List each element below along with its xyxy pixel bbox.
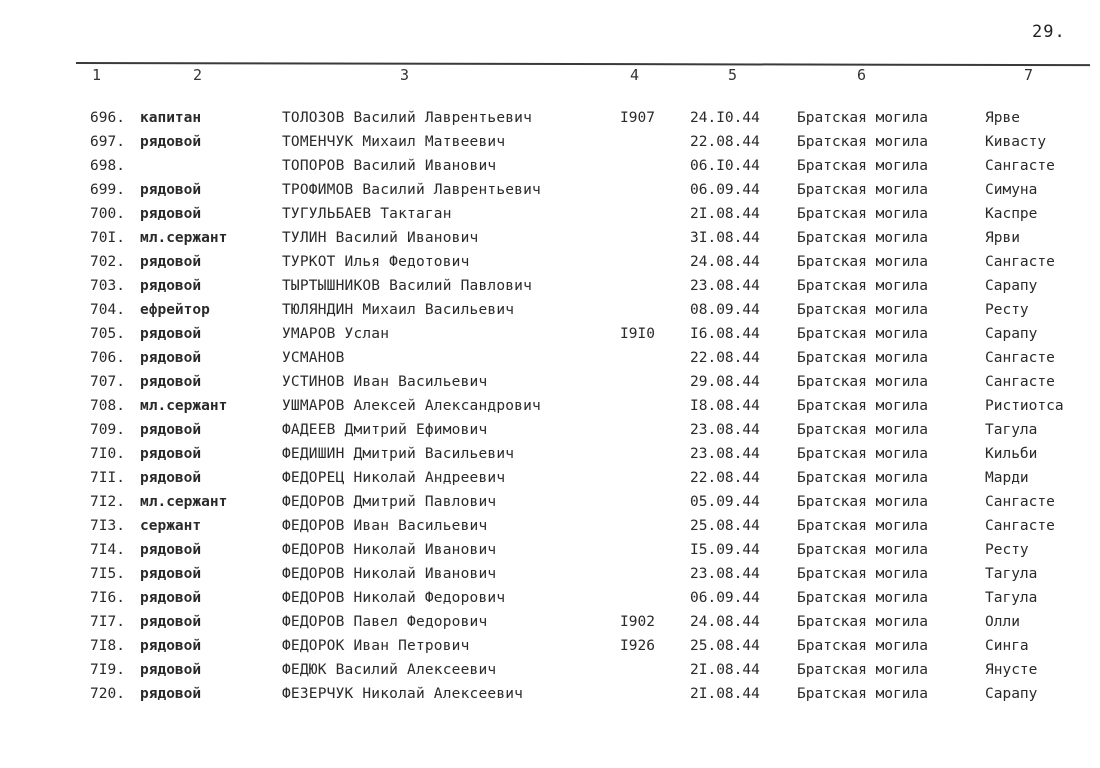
table-row — [0, 158, 1100, 182]
column-header-3: 3 — [400, 66, 410, 84]
row-name: ТУГУЛЬБАЕВ Тактаган — [282, 206, 452, 222]
row-date: 22.08.44 — [690, 470, 760, 486]
row-number: 720. — [90, 686, 125, 702]
row-rank: рядовой — [140, 470, 202, 486]
table-row — [0, 350, 1100, 374]
row-rank: мл.сержант — [140, 398, 228, 414]
row-burial-place: Братская могила — [797, 662, 928, 678]
row-name: ФЕДОРОВ Дмитрий Павлович — [282, 494, 497, 510]
row-rank: рядовой — [140, 254, 202, 270]
row-number: 7I3. — [90, 518, 125, 534]
row-village: Сангасте — [985, 518, 1055, 534]
row-name: ТОЛОЗОВ Василий Лаврентьевич — [282, 110, 533, 126]
table-row — [0, 374, 1100, 398]
row-village: Кивасту — [985, 134, 1047, 150]
table-row — [0, 518, 1100, 542]
row-name: УМАРОВ Услан — [282, 326, 390, 342]
row-name: ФАДЕЕВ Дмитрий Ефимович — [282, 422, 488, 438]
row-village: Синга — [985, 638, 1029, 654]
row-rank: рядовой — [140, 182, 202, 198]
row-rank: рядовой — [140, 686, 202, 702]
row-birth-year: I926 — [620, 638, 655, 654]
row-name: ФЕДОРОВ Иван Васильевич — [282, 518, 488, 534]
row-burial-place: Братская могила — [797, 134, 928, 150]
row-number: 703. — [90, 278, 125, 294]
row-number: 699. — [90, 182, 125, 198]
table-row — [0, 446, 1100, 470]
row-burial-place: Братская могила — [797, 590, 928, 606]
row-name: ТЮЛЯНДИН Михаил Васильевич — [282, 302, 515, 318]
row-burial-place: Братская могила — [797, 182, 928, 198]
row-burial-place: Братская могила — [797, 446, 928, 462]
row-village: Тагула — [985, 590, 1038, 606]
row-name: ТУЛИН Василий Иванович — [282, 230, 479, 246]
page-number: 29. — [1032, 22, 1066, 42]
row-village: Симуна — [985, 182, 1038, 198]
table-row — [0, 494, 1100, 518]
row-number: 702. — [90, 254, 125, 270]
row-number: 7I6. — [90, 590, 125, 606]
row-number: 7I2. — [90, 494, 125, 510]
row-name: ФЕДОРОВ Павел Федорович — [282, 614, 488, 630]
table-row — [0, 134, 1100, 158]
row-village: Сангасте — [985, 254, 1055, 270]
row-burial-place: Братская могила — [797, 638, 928, 654]
row-name: ФЕДОРЕЦ Николай Андреевич — [282, 470, 506, 486]
row-date: 23.08.44 — [690, 278, 760, 294]
column-header-5: 5 — [728, 66, 738, 84]
row-date: 06.09.44 — [690, 182, 760, 198]
row-date: 23.08.44 — [690, 566, 760, 582]
row-date: I8.08.44 — [690, 398, 760, 414]
row-date: 24.08.44 — [690, 614, 760, 630]
row-rank: рядовой — [140, 350, 202, 366]
row-date: 22.08.44 — [690, 134, 760, 150]
row-date: 22.08.44 — [690, 350, 760, 366]
row-village: Марди — [985, 470, 1029, 486]
row-village: Сарапу — [985, 278, 1038, 294]
row-burial-place: Братская могила — [797, 542, 928, 558]
table-row — [0, 254, 1100, 278]
row-rank: рядовой — [140, 422, 202, 438]
row-name: ФЕДИШИН Дмитрий Васильевич — [282, 446, 515, 462]
table-row — [0, 206, 1100, 230]
row-number: 7I4. — [90, 542, 125, 558]
row-number: 697. — [90, 134, 125, 150]
row-burial-place: Братская могила — [797, 230, 928, 246]
row-number: 700. — [90, 206, 125, 222]
row-rank: рядовой — [140, 614, 202, 630]
row-name: ФЕДЮК Василий Алексеевич — [282, 662, 497, 678]
row-village: Ристиотса — [985, 398, 1064, 414]
row-burial-place: Братская могила — [797, 326, 928, 342]
row-birth-year: I907 — [620, 110, 655, 126]
row-village: Сарапу — [985, 686, 1038, 702]
row-number: 698. — [90, 158, 125, 174]
column-header-7: 7 — [1024, 66, 1034, 84]
row-name: ТОМЕНЧУК Михаил Матвеевич — [282, 134, 506, 150]
row-date: 29.08.44 — [690, 374, 760, 390]
column-header-6: 6 — [857, 66, 867, 84]
row-village: Олли — [985, 614, 1020, 630]
row-village: Ресту — [985, 302, 1029, 318]
row-burial-place: Братская могила — [797, 110, 928, 126]
row-name: ТУРКОТ Илья Федотович — [282, 254, 470, 270]
column-header-4: 4 — [630, 66, 640, 84]
row-burial-place: Братская могила — [797, 158, 928, 174]
table-row — [0, 566, 1100, 590]
row-village: Каспре — [985, 206, 1038, 222]
row-date: 05.09.44 — [690, 494, 760, 510]
row-rank: рядовой — [140, 134, 202, 150]
row-date: 23.08.44 — [690, 422, 760, 438]
column-header-1: 1 — [92, 66, 102, 84]
row-rank: мл.сержант — [140, 230, 228, 246]
table-row — [0, 398, 1100, 422]
row-burial-place: Братская могила — [797, 518, 928, 534]
row-name: ТОПОРОВ Василий Иванович — [282, 158, 497, 174]
row-burial-place: Братская могила — [797, 494, 928, 510]
row-rank: рядовой — [140, 374, 202, 390]
row-name: ФЕДОРОВ Николай Иванович — [282, 542, 497, 558]
row-burial-place: Братская могила — [797, 206, 928, 222]
row-village: Ярве — [985, 110, 1020, 126]
row-date: 25.08.44 — [690, 518, 760, 534]
row-burial-place: Братская могила — [797, 374, 928, 390]
row-village: Сангасте — [985, 374, 1055, 390]
row-date: 23.08.44 — [690, 446, 760, 462]
row-number: 7II. — [90, 470, 125, 486]
column-header-row — [0, 66, 1100, 88]
row-burial-place: Братская могила — [797, 278, 928, 294]
row-rank: сержант — [140, 518, 202, 534]
table-row — [0, 182, 1100, 206]
row-date: 2I.08.44 — [690, 662, 760, 678]
table-row — [0, 470, 1100, 494]
row-birth-year: I9I0 — [620, 326, 655, 342]
row-burial-place: Братская могила — [797, 422, 928, 438]
row-date: 06.I0.44 — [690, 158, 760, 174]
row-village: Кильби — [985, 446, 1038, 462]
row-date: I6.08.44 — [690, 326, 760, 342]
row-number: 70I. — [90, 230, 125, 246]
row-rank: рядовой — [140, 326, 202, 342]
table-row — [0, 278, 1100, 302]
row-village: Сангасте — [985, 158, 1055, 174]
row-number: 7I5. — [90, 566, 125, 582]
row-number: 7I7. — [90, 614, 125, 630]
row-burial-place: Братская могила — [797, 254, 928, 270]
row-rank: рядовой — [140, 206, 202, 222]
row-name: ФЕЗЕРЧУК Николай Алексеевич — [282, 686, 524, 702]
table-row — [0, 590, 1100, 614]
row-name: ФЕДОРОВ Николай Федорович — [282, 590, 506, 606]
row-date: 08.09.44 — [690, 302, 760, 318]
table-row — [0, 302, 1100, 326]
table-row — [0, 422, 1100, 446]
row-date: I5.09.44 — [690, 542, 760, 558]
row-rank: рядовой — [140, 638, 202, 654]
row-name: УСТИНОВ Иван Васильевич — [282, 374, 488, 390]
row-burial-place: Братская могила — [797, 398, 928, 414]
row-number: 7I9. — [90, 662, 125, 678]
row-burial-place: Братская могила — [797, 350, 928, 366]
row-number: 705. — [90, 326, 125, 342]
table-row — [0, 686, 1100, 710]
row-village: Янусте — [985, 662, 1038, 678]
row-rank: рядовой — [140, 566, 202, 582]
row-burial-place: Братская могила — [797, 470, 928, 486]
row-name: УШМАРОВ Алексей Александрович — [282, 398, 541, 414]
table-row — [0, 110, 1100, 134]
row-number: 707. — [90, 374, 125, 390]
row-village: Тагула — [985, 422, 1038, 438]
row-burial-place: Братская могила — [797, 302, 928, 318]
row-rank: рядовой — [140, 590, 202, 606]
row-date: 3I.08.44 — [690, 230, 760, 246]
row-name: ТРОФИМОВ Василий Лаврентьевич — [282, 182, 541, 198]
row-village: Сарапу — [985, 326, 1038, 342]
row-name: ТЫРТЫШНИКОВ Василий Павлович — [282, 278, 533, 294]
row-date: 2I.08.44 — [690, 206, 760, 222]
row-rank: рядовой — [140, 278, 202, 294]
row-name: ФЕДОРОВ Николай Иванович — [282, 566, 497, 582]
row-village: Ярви — [985, 230, 1020, 246]
row-date: 25.08.44 — [690, 638, 760, 654]
row-rank: рядовой — [140, 662, 202, 678]
table-row — [0, 326, 1100, 350]
row-number: 704. — [90, 302, 125, 318]
row-rank: мл.сержант — [140, 494, 228, 510]
row-burial-place: Братская могила — [797, 566, 928, 582]
row-burial-place: Братская могила — [797, 614, 928, 630]
row-number: 696. — [90, 110, 125, 126]
table-row — [0, 662, 1100, 686]
row-burial-place: Братская могила — [797, 686, 928, 702]
row-date: 24.I0.44 — [690, 110, 760, 126]
row-rank: рядовой — [140, 542, 202, 558]
row-village: Сангасте — [985, 494, 1055, 510]
row-village: Сангасте — [985, 350, 1055, 366]
row-rank: рядовой — [140, 446, 202, 462]
row-date: 06.09.44 — [690, 590, 760, 606]
row-date: 2I.08.44 — [690, 686, 760, 702]
row-rank: ефрейтор — [140, 302, 210, 318]
row-number: 7I0. — [90, 446, 125, 462]
row-number: 709. — [90, 422, 125, 438]
row-birth-year: I902 — [620, 614, 655, 630]
column-header-2: 2 — [193, 66, 203, 84]
row-name: УСМАНОВ — [282, 350, 345, 366]
table-row — [0, 542, 1100, 566]
row-number: 7I8. — [90, 638, 125, 654]
row-rank: капитан — [140, 110, 202, 126]
row-name: ФЕДОРОК Иван Петрович — [282, 638, 470, 654]
row-village: Тагула — [985, 566, 1038, 582]
row-date: 24.08.44 — [690, 254, 760, 270]
table-row — [0, 638, 1100, 662]
table-row — [0, 230, 1100, 254]
row-number: 706. — [90, 350, 125, 366]
table-row — [0, 614, 1100, 638]
row-village: Ресту — [985, 542, 1029, 558]
row-number: 708. — [90, 398, 125, 414]
